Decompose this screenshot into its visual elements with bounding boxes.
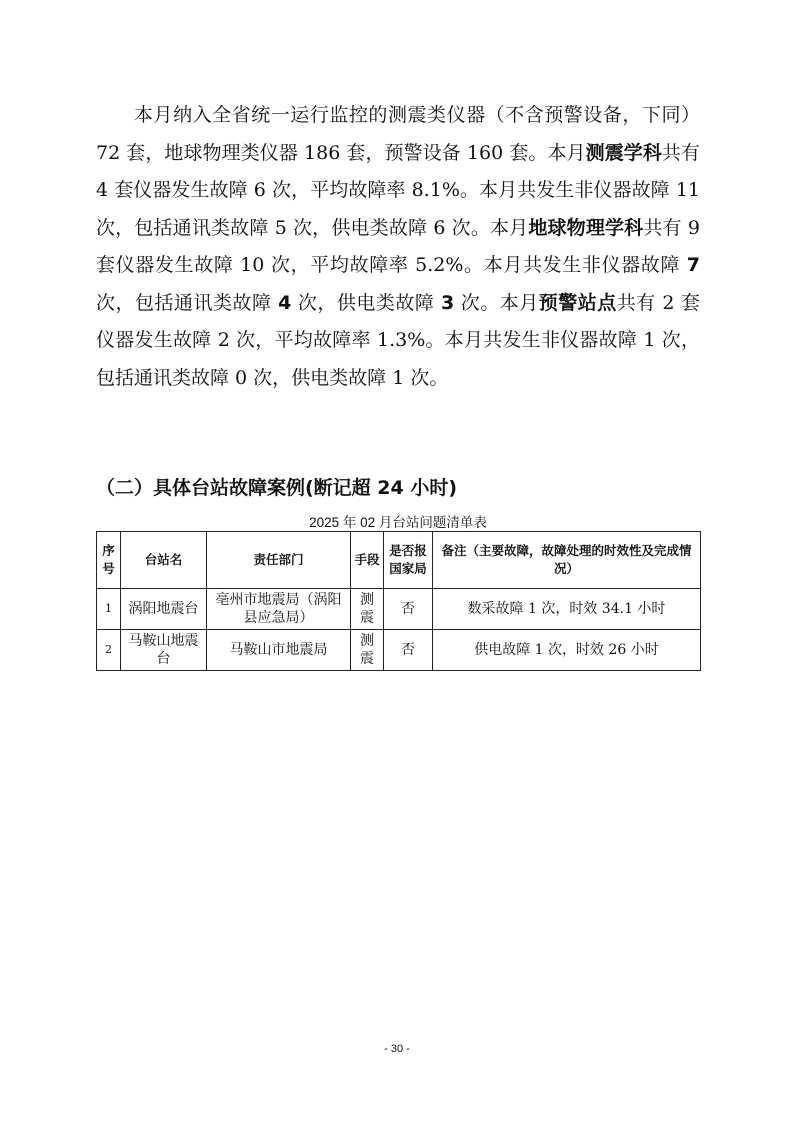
summary-paragraph bbox=[96, 97, 700, 397]
header-remarks: 备注（主要故障，故障处理的时效性及完成情况） bbox=[433, 532, 701, 589]
summary-segment-4: 次，包括通讯类故障 bbox=[96, 291, 279, 314]
keyword-seismic: 测震学科 bbox=[585, 141, 662, 164]
summary-text bbox=[96, 97, 700, 397]
table-row bbox=[97, 589, 701, 630]
cell-station: 马鞍山地震台 bbox=[121, 630, 207, 671]
station-fault-table bbox=[96, 531, 701, 671]
cell-method: 测震 bbox=[351, 630, 384, 671]
count-power: 3 bbox=[440, 291, 455, 314]
summary-segment-3: 共有 9 套仪器发生故障 10 次，平均故障率 5.2%。本月共发生非仪器故障 bbox=[96, 216, 700, 276]
summary-segment-2: 共有 4 套仪器发生故障 6 次，平均故障率 8.1%。本月共发生非仪器故障 11 次，包括通讯类故障 5 次，供电类故障 6 次。本月 bbox=[96, 141, 700, 239]
page-number: - 30 - bbox=[384, 1043, 410, 1055]
cell-reported: 否 bbox=[384, 589, 433, 630]
cell-department: 马鞍山市地震局 bbox=[207, 630, 351, 671]
cell-method: 测震 bbox=[351, 589, 384, 630]
keyword-warning-stations: 预警站点 bbox=[538, 291, 617, 314]
summary-segment-6: 次。本月 bbox=[454, 291, 539, 314]
table-row bbox=[97, 630, 701, 671]
cell-remarks: 供电故障 1 次，时效 26 小时 bbox=[433, 630, 701, 671]
cell-remarks: 数采故障 1 次，时效 34.1 小时 bbox=[433, 589, 701, 630]
cell-department: 亳州市地震局（涡阳县应急局） bbox=[207, 589, 351, 630]
header-index: 序号 bbox=[97, 532, 121, 589]
header-department: 责任部门 bbox=[207, 532, 351, 589]
table-header-row bbox=[97, 532, 701, 589]
cell-station: 涡阳地震台 bbox=[121, 589, 207, 630]
table-caption: 2025 年 02 月台站问题清单表 bbox=[309, 515, 487, 530]
header-station: 台站名 bbox=[121, 532, 207, 589]
section-heading: （二）具体台站故障案例(断记超 24 小时) bbox=[96, 477, 458, 499]
count-communication: 4 bbox=[278, 291, 292, 314]
header-method: 手段 bbox=[351, 532, 384, 589]
summary-segment-7: 共有 2 套仪器发生故障 2 次，平均故障率 1.3%。本月共发生非仪器故障 1 次，包括通讯类故障 0 次，供电类故障 1 次。 bbox=[96, 291, 700, 389]
header-reported: 是否报国家局 bbox=[384, 532, 433, 589]
summary-segment-1: 本月纳入全省统一运行监控的测震类仪器（不含预警设备，下同）72 套，地球物理类仪器 186 套，预警设备 160 套。本月 bbox=[96, 104, 700, 164]
count-nonequipment: 7 bbox=[686, 254, 700, 276]
summary-segment-5: 次，供电类故障 bbox=[291, 291, 441, 314]
cell-reported: 否 bbox=[384, 630, 433, 671]
cell-index: 2 bbox=[97, 630, 121, 671]
cell-index: 1 bbox=[97, 589, 121, 630]
keyword-geophysics: 地球物理学科 bbox=[528, 216, 644, 239]
